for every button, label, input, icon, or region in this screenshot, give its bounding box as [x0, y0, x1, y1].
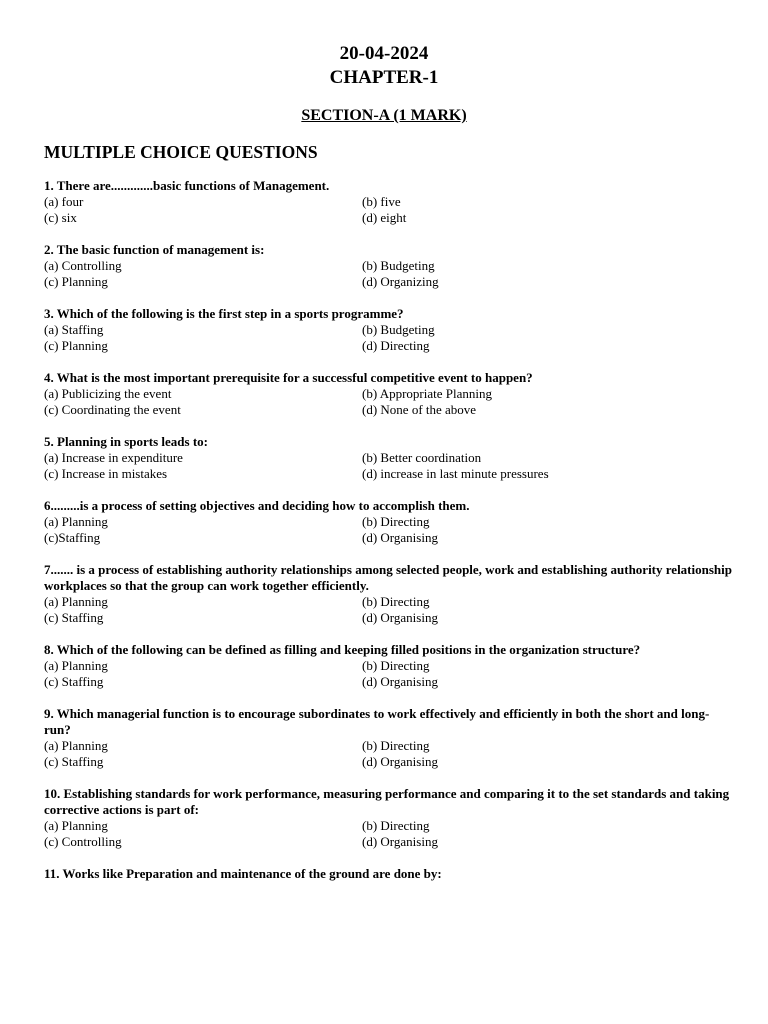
option-d: (d) Organising	[362, 610, 438, 625]
question-2	[44, 242, 734, 290]
option-row	[44, 402, 734, 418]
question-text: 4. What is the most important prerequisite for a successful competitive event to happen?	[44, 370, 533, 385]
option-row	[44, 834, 734, 850]
question-text: 1. There are.............basic functions of Management.	[44, 178, 330, 193]
option-a: (a) Increase in expenditure	[44, 450, 183, 465]
option-row	[44, 466, 734, 482]
mcq-heading: MULTIPLE CHOICE QUESTIONS	[44, 142, 318, 162]
option-a: (a) Controlling	[44, 258, 122, 273]
option-row	[44, 450, 734, 466]
question-3	[44, 306, 734, 354]
option-row	[44, 530, 734, 546]
option-a: (a) Planning	[44, 818, 108, 833]
question-9	[44, 706, 734, 770]
option-b: (b) five	[362, 194, 401, 209]
option-b: (b) Appropriate Planning	[362, 386, 492, 401]
option-a: (a) Staffing	[44, 322, 104, 337]
chapter-title: CHAPTER-1	[329, 67, 439, 88]
question-6	[44, 498, 734, 546]
option-row	[44, 594, 734, 610]
option-row	[44, 210, 734, 226]
option-d: (d) eight	[362, 210, 407, 225]
option-a: (a) Planning	[44, 658, 108, 673]
option-row	[44, 738, 734, 754]
option-row	[44, 338, 734, 354]
option-c: (c)Staffing	[44, 530, 101, 545]
question-4	[44, 370, 734, 418]
option-row	[44, 674, 734, 690]
option-c: (c) Staffing	[44, 754, 104, 769]
question-text: 5. Planning in sports leads to:	[44, 434, 208, 449]
document-date: 20-04-2024	[339, 43, 429, 64]
option-b: (b) Better coordination	[362, 450, 482, 465]
option-d: (d) Organising	[362, 754, 438, 769]
option-row	[44, 754, 734, 770]
option-row	[44, 658, 734, 674]
option-row	[44, 274, 734, 290]
option-b: (b) Directing	[362, 594, 430, 609]
question-1	[44, 178, 734, 226]
option-d: (d) Organising	[362, 674, 438, 689]
question-text: 7....... is a process of establishing authority relationships among selected people, work and establishing authority relationship workplaces so that the group can work together efficiently.	[44, 562, 732, 593]
option-b: (b) Directing	[362, 514, 430, 529]
option-c: (c) Coordinating the event	[44, 402, 181, 417]
option-d: (d) Organising	[362, 530, 438, 545]
option-a: (a) Planning	[44, 514, 108, 529]
option-c: (c) Planning	[44, 274, 108, 289]
question-text: 8. Which of the following can be defined as filling and keeping filled positions in the organization structure?	[44, 642, 641, 657]
option-row	[44, 818, 734, 834]
question-text: 6.........is a process of setting objectives and deciding how to accomplish them.	[44, 498, 470, 513]
option-b: (b) Directing	[362, 738, 430, 753]
question-text: 2. The basic function of management is:	[44, 242, 265, 257]
option-b: (b) Directing	[362, 818, 430, 833]
option-a: (a) Publicizing the event	[44, 386, 172, 401]
question-11	[44, 866, 734, 882]
option-c: (c) Staffing	[44, 674, 104, 689]
question-8	[44, 642, 734, 690]
question-text: 9. Which managerial function is to encourage subordinates to work effectively and efficiently in both the short and long-run?	[44, 706, 710, 737]
question-10	[44, 786, 734, 850]
question-text: 10. Establishing standards for work performance, measuring performance and comparing it to the set standards and taking corrective actions is part of:	[44, 786, 730, 817]
option-row	[44, 610, 734, 626]
option-c: (c) Controlling	[44, 834, 122, 849]
option-a: (a) four	[44, 194, 84, 209]
option-c: (c) Increase in mistakes	[44, 466, 168, 481]
option-c: (c) Staffing	[44, 610, 104, 625]
option-b: (b) Directing	[362, 658, 430, 673]
option-c: (c) Planning	[44, 338, 108, 353]
option-c: (c) six	[44, 210, 77, 225]
option-row	[44, 322, 734, 338]
question-list	[44, 178, 734, 898]
option-a: (a) Planning	[44, 738, 108, 753]
option-row	[44, 194, 734, 210]
option-b: (b) Budgeting	[362, 322, 435, 337]
option-b: (b) Budgeting	[362, 258, 435, 273]
option-d: (d) Directing	[362, 338, 430, 353]
option-d: (d) Organising	[362, 834, 438, 849]
option-a: (a) Planning	[44, 594, 108, 609]
option-row	[44, 386, 734, 402]
option-row	[44, 258, 734, 274]
section-title: SECTION-A (1 MARK)	[301, 107, 467, 124]
option-row	[44, 514, 734, 530]
option-d: (d) Organizing	[362, 274, 439, 289]
option-d: (d) increase in last minute pressures	[362, 466, 549, 481]
question-7	[44, 562, 734, 626]
question-text: 11. Works like Preparation and maintenance of the ground are done by:	[44, 866, 442, 881]
question-5	[44, 434, 734, 482]
question-text: 3. Which of the following is the first step in a sports programme?	[44, 306, 404, 321]
option-d: (d) None of the above	[362, 402, 477, 417]
